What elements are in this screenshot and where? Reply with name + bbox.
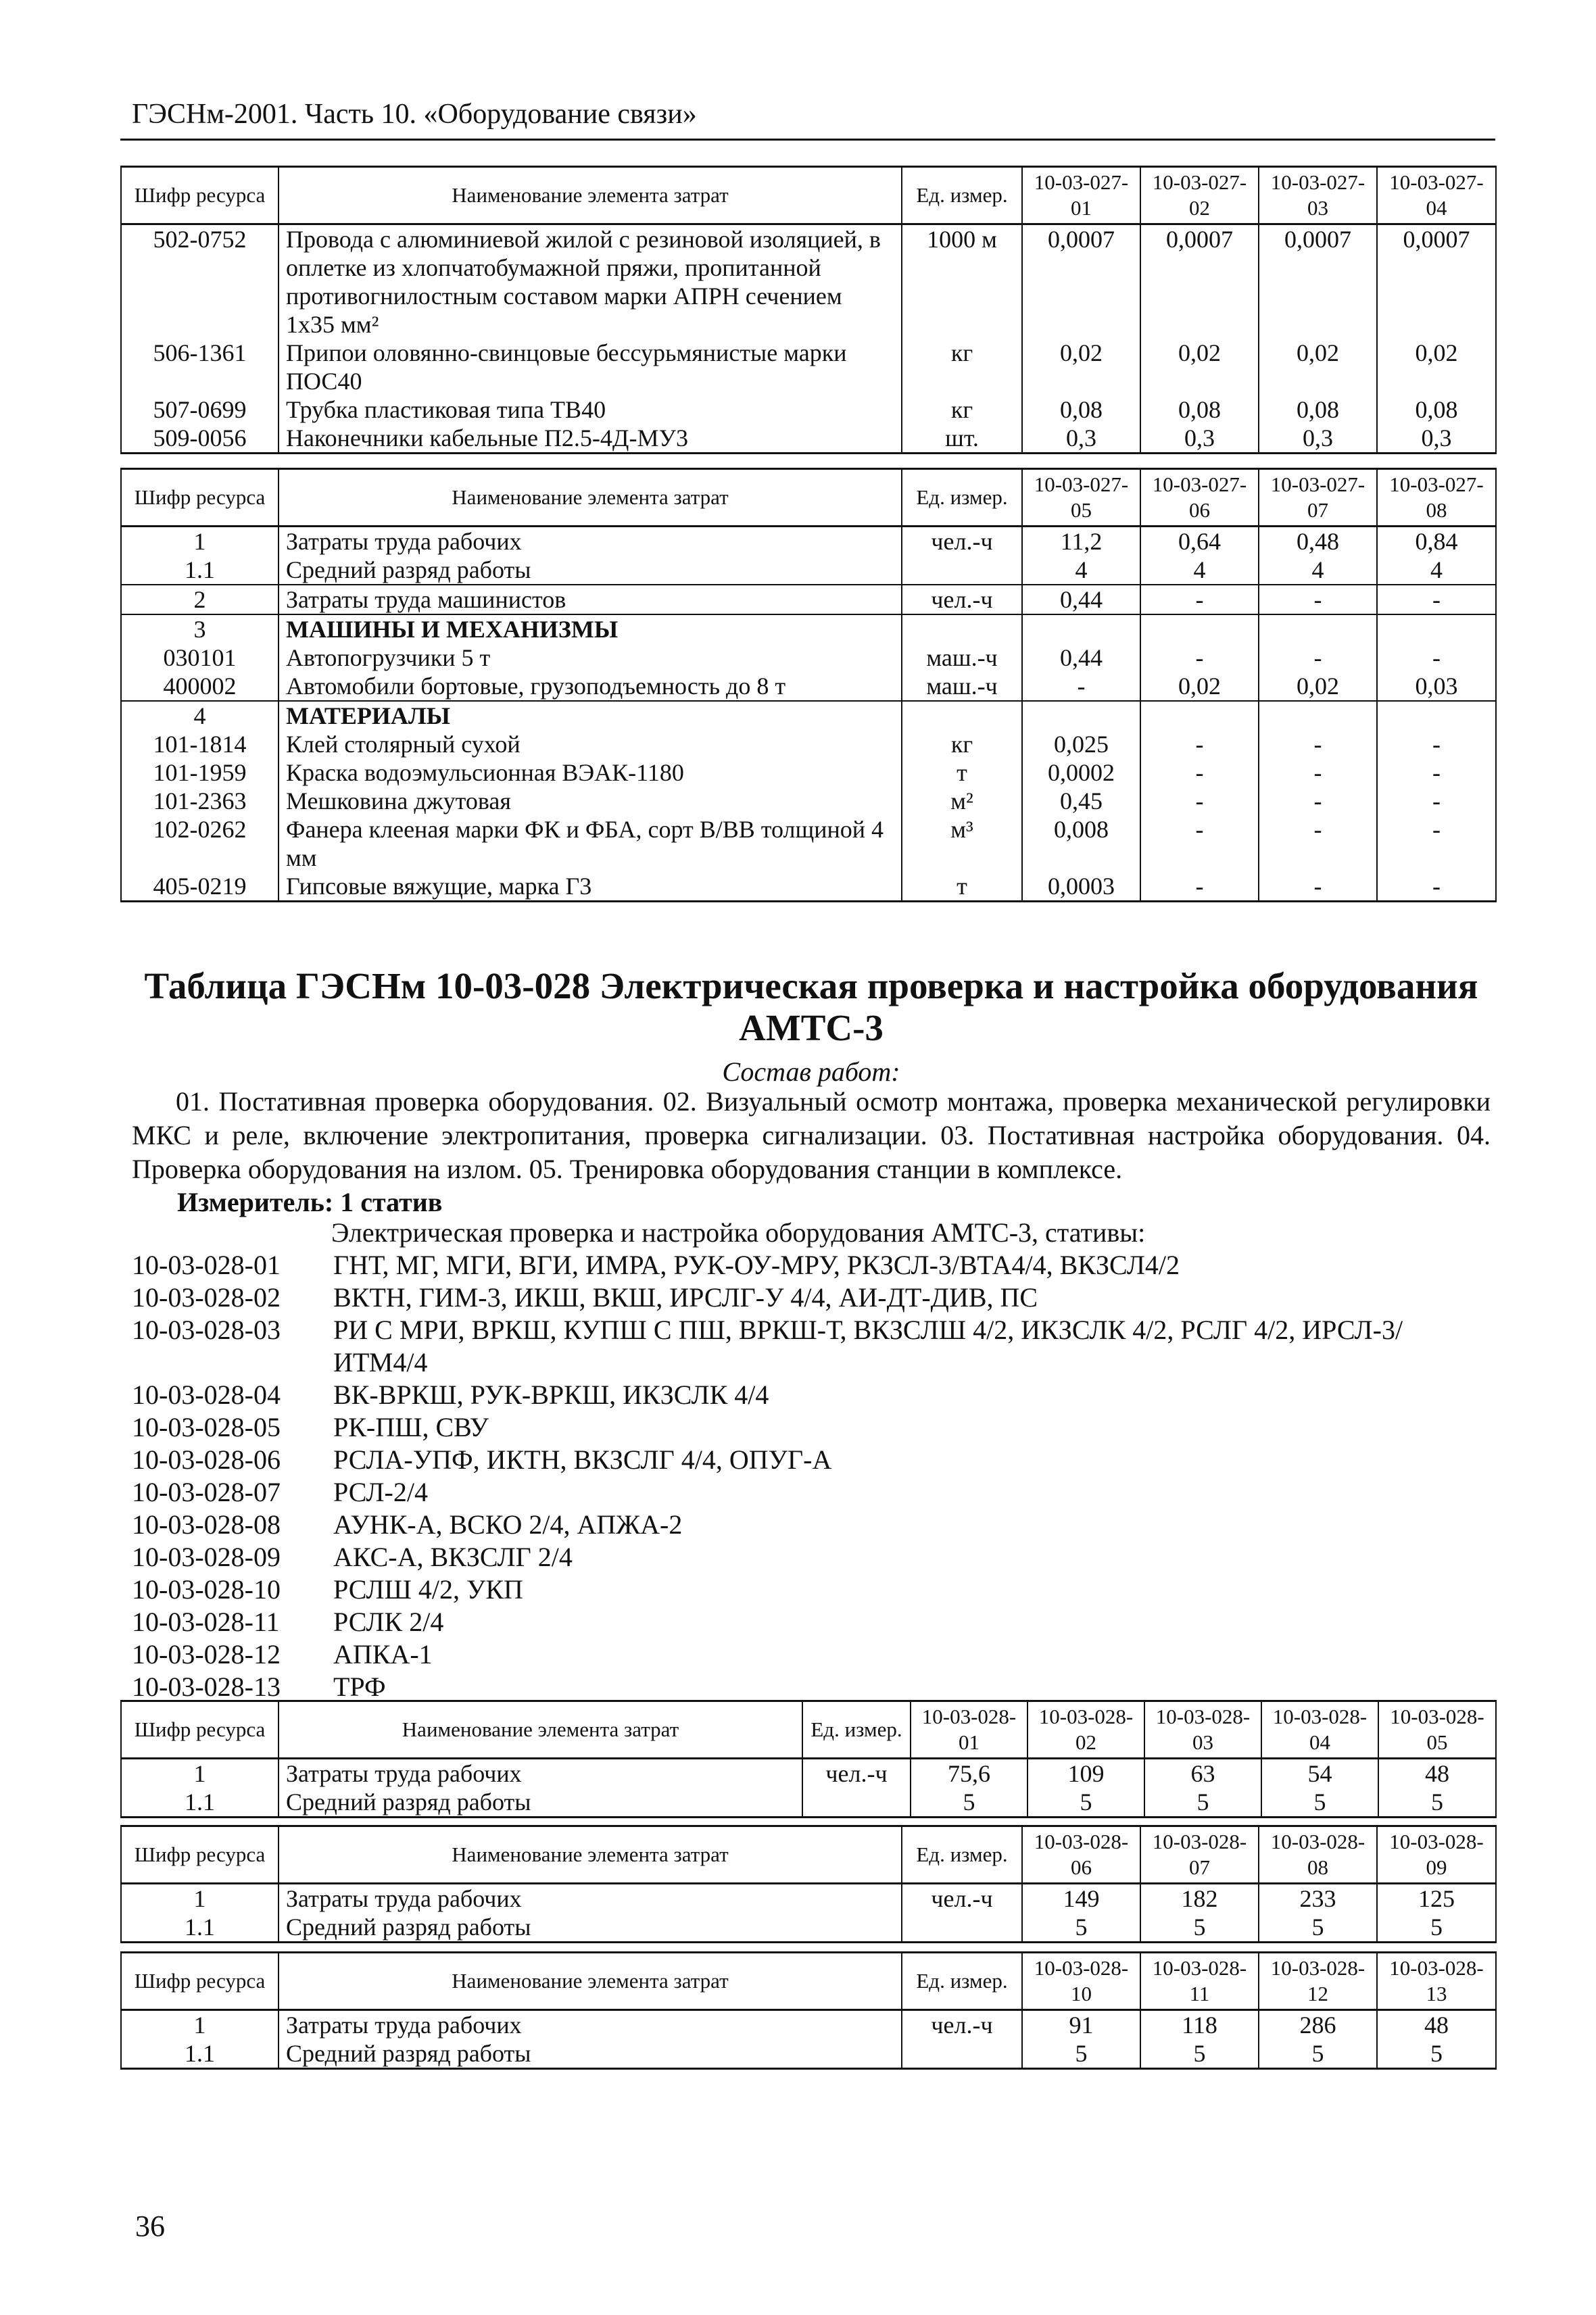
header-norm: 10-03-028-07 xyxy=(1140,1826,1259,1884)
table-header-row xyxy=(121,1953,1496,2010)
unit-of-measure: т xyxy=(902,758,1022,787)
norm-value: - xyxy=(1259,643,1377,672)
norm-value: 0,02 xyxy=(1140,672,1259,701)
table-row xyxy=(121,424,1496,454)
rack-list: РСЛК 2/4 xyxy=(333,1607,444,1637)
rack-list: РСЛШ 4/2, УКП xyxy=(333,1574,523,1605)
header-code: Шифр ресурса xyxy=(121,1826,279,1884)
norm-value: - xyxy=(1377,585,1496,614)
table-row xyxy=(121,614,1496,643)
cost-element-name: Гипсовые вяжущие, марка Г3 xyxy=(279,872,902,902)
unit-of-measure xyxy=(902,1913,1022,1943)
norm-value: - xyxy=(1377,758,1496,787)
table-row xyxy=(121,1884,1496,1914)
resource-code: 1 xyxy=(121,1759,279,1788)
header-unit: Ед. измер. xyxy=(902,167,1022,224)
unit-of-measure: м³ xyxy=(902,815,1022,872)
header-norm: 10-03-028-01 xyxy=(911,1701,1027,1759)
table-row xyxy=(121,815,1496,872)
unit-of-measure: чел.-ч xyxy=(902,585,1022,614)
norm-value: - xyxy=(1259,585,1377,614)
resource-code: 1 xyxy=(121,1884,279,1914)
norm-value xyxy=(1140,614,1259,643)
resource-code: 102-0262 xyxy=(121,815,279,872)
norm-value: 0,3 xyxy=(1259,424,1377,454)
norm-value: 0,44 xyxy=(1022,643,1140,672)
table-row xyxy=(121,1759,1496,1788)
norm-value: 91 xyxy=(1022,2010,1140,2040)
norm-value: 4 xyxy=(1140,556,1259,585)
resource-code: 1.1 xyxy=(121,2039,279,2069)
norm-code: 10-03-028-04 xyxy=(132,1380,281,1410)
table-row xyxy=(121,1788,1496,1818)
norm-value: - xyxy=(1140,758,1259,787)
cost-element-name: Затраты труда рабочих xyxy=(279,527,902,556)
resource-code: 3 xyxy=(121,614,279,643)
resource-table-027-05-08 xyxy=(120,468,1497,902)
cost-element-name: Фанера клееная марки ФК и ФБА, сорт В/ВВ толщиной 4 мм xyxy=(279,815,902,872)
header-unit: Ед. измер. xyxy=(902,1953,1022,2010)
table-row xyxy=(121,395,1496,424)
table-header-row xyxy=(121,1826,1496,1884)
norm-value: - xyxy=(1259,872,1377,902)
header-norm: 10-03-027-03 xyxy=(1259,167,1377,224)
norm-value: 0,03 xyxy=(1377,672,1496,701)
resource-code: 101-2363 xyxy=(121,787,279,815)
norm-value: 233 xyxy=(1259,1884,1377,1914)
header-norm: 10-03-028-13 xyxy=(1377,1953,1496,2010)
norm-value: 286 xyxy=(1259,2010,1377,2040)
cost-element-name: Мешковина джутовая xyxy=(279,787,902,815)
list-item xyxy=(132,1509,1491,1541)
unit-of-measure: кг xyxy=(902,395,1022,424)
header-norm: 10-03-027-01 xyxy=(1022,167,1140,224)
header-norm: 10-03-027-02 xyxy=(1140,167,1259,224)
norm-value: 0,3 xyxy=(1022,424,1140,454)
norm-value: 0,64 xyxy=(1140,527,1259,556)
norm-value: 0,02 xyxy=(1377,339,1496,395)
unit-of-measure xyxy=(802,1788,911,1818)
header-norm: 10-03-027-05 xyxy=(1022,469,1140,527)
resource-table-027-01-04 xyxy=(120,166,1497,454)
norm-value: 5 xyxy=(1022,2039,1140,2069)
norm-value: - xyxy=(1022,672,1140,701)
norm-value: 0,008 xyxy=(1022,815,1140,872)
header-name: Наименование элемента затрат xyxy=(279,1701,802,1759)
rack-list: АУНК-А, ВСКО 2/4, АПЖА-2 xyxy=(333,1509,683,1540)
list-item xyxy=(132,1574,1491,1606)
page-number: 36 xyxy=(135,2210,165,2243)
cost-element-name: Затраты труда рабочих xyxy=(279,1759,802,1788)
norm-value: 125 xyxy=(1377,1884,1496,1914)
cost-element-name: Средний разряд работы xyxy=(279,1788,802,1818)
norm-value xyxy=(1022,701,1140,730)
norm-code-list xyxy=(132,1249,1491,1703)
norm-value: 109 xyxy=(1027,1759,1144,1788)
norm-value: - xyxy=(1377,872,1496,902)
norm-value: 0,025 xyxy=(1022,730,1140,758)
norm-value xyxy=(1377,701,1496,730)
norm-value: 4 xyxy=(1022,556,1140,585)
unit-of-measure: маш.-ч xyxy=(902,643,1022,672)
cost-element-name: Автомобили бортовые, грузоподъемность до 8 т xyxy=(279,672,902,701)
cost-element-name: Затраты труда рабочих xyxy=(279,2010,902,2040)
resource-code: 2 xyxy=(121,585,279,614)
norm-value: - xyxy=(1140,787,1259,815)
rack-list: РСЛА-УПФ, ИКТН, ВКЗСЛГ 4/4, ОПУГ-А xyxy=(333,1444,832,1475)
resource-code: 1 xyxy=(121,2010,279,2040)
norm-value: 5 xyxy=(1144,1788,1261,1818)
norm-value: 0,02 xyxy=(1022,339,1140,395)
norm-value: - xyxy=(1377,787,1496,815)
norm-value: 0,08 xyxy=(1022,395,1140,424)
norm-value: - xyxy=(1377,643,1496,672)
header-norm: 10-03-027-04 xyxy=(1377,167,1496,224)
norm-value: 48 xyxy=(1378,1759,1496,1788)
norm-code: 10-03-028-06 xyxy=(132,1444,281,1475)
resource-code: 506-1361 xyxy=(121,339,279,395)
norm-value: 4 xyxy=(1259,556,1377,585)
norm-value: 0,08 xyxy=(1377,395,1496,424)
table-row xyxy=(121,872,1496,902)
labor-table-028-06-09 xyxy=(120,1825,1497,1943)
list-item xyxy=(132,1476,1491,1509)
norm-value xyxy=(1259,701,1377,730)
resource-code: 509-0056 xyxy=(121,424,279,454)
norm-value: 0,0002 xyxy=(1022,758,1140,787)
header-unit: Ед. измер. xyxy=(902,469,1022,527)
unit-of-measure: т xyxy=(902,872,1022,902)
table-row xyxy=(121,527,1496,556)
header-norm: 10-03-028-04 xyxy=(1261,1701,1378,1759)
norm-value: 0,45 xyxy=(1022,787,1140,815)
unit-of-measure xyxy=(902,556,1022,585)
unit-of-measure: чел.-ч xyxy=(802,1759,911,1788)
resource-code: 4 xyxy=(121,701,279,730)
header-norm: 10-03-027-07 xyxy=(1259,469,1377,527)
norm-value: 5 xyxy=(1259,1913,1377,1943)
table-row xyxy=(121,672,1496,701)
resource-code: 405-0219 xyxy=(121,872,279,902)
resource-code: 1.1 xyxy=(121,1913,279,1943)
norm-value: - xyxy=(1140,815,1259,872)
norm-code: 10-03-028-13 xyxy=(132,1672,281,1702)
norm-value: 48 xyxy=(1377,2010,1496,2040)
resource-code: 1.1 xyxy=(121,1788,279,1818)
norm-value: - xyxy=(1140,730,1259,758)
header-code: Шифр ресурса xyxy=(121,1953,279,2010)
table-header-row xyxy=(121,469,1496,527)
norm-value: - xyxy=(1259,815,1377,872)
cost-element-name: Краска водоэмульсионная ВЭАК-1180 xyxy=(279,758,902,787)
cost-element-name: Затраты труда машинистов xyxy=(279,585,902,614)
list-item xyxy=(132,1379,1491,1411)
resource-code: 400002 xyxy=(121,672,279,701)
table-row xyxy=(121,643,1496,672)
list-item xyxy=(132,1282,1491,1314)
header-code: Шифр ресурса xyxy=(121,1701,279,1759)
header-name: Наименование элемента затрат xyxy=(279,469,902,527)
resource-code: 502-0752 xyxy=(121,224,279,339)
cost-element-name: Автопогрузчики 5 т xyxy=(279,643,902,672)
rack-list: РИ С МРИ, ВРКШ, КУПШ С ПШ, ВРКШ-Т, ВКЗСЛШ 4/2, ИКЗСЛК 4/2, РСЛГ 4/2, ИРСЛ-3/ИТМ4/4 xyxy=(333,1315,1403,1378)
norm-value: 118 xyxy=(1140,2010,1259,2040)
resource-code: 101-1959 xyxy=(121,758,279,787)
header-norm: 10-03-028-11 xyxy=(1140,1953,1259,2010)
norm-value: - xyxy=(1140,585,1259,614)
unit-of-measure xyxy=(902,701,1022,730)
list-item xyxy=(132,1638,1491,1671)
norm-value: - xyxy=(1377,815,1496,872)
resource-code: 030101 xyxy=(121,643,279,672)
rack-list: ТРФ xyxy=(333,1672,386,1702)
header-code: Шифр ресурса xyxy=(121,469,279,527)
header-norm: 10-03-028-08 xyxy=(1259,1826,1377,1884)
cost-element-name: Наконечники кабельные П2.5-4Д-МУ3 xyxy=(279,424,902,454)
norm-value: 63 xyxy=(1144,1759,1261,1788)
norm-code: 10-03-028-12 xyxy=(132,1639,281,1670)
norm-value: 5 xyxy=(911,1788,1027,1818)
norm-code: 10-03-028-02 xyxy=(132,1282,281,1313)
resource-code: 101-1814 xyxy=(121,730,279,758)
list-item xyxy=(132,1541,1491,1574)
table-row xyxy=(121,2010,1496,2040)
header-norm: 10-03-028-10 xyxy=(1022,1953,1140,2010)
unit-of-measure xyxy=(902,614,1022,643)
norm-value: 149 xyxy=(1022,1884,1140,1914)
norm-code: 10-03-028-03 xyxy=(132,1315,281,1345)
cost-element-name: Клей столярный сухой xyxy=(279,730,902,758)
list-item xyxy=(132,1314,1491,1379)
table-row xyxy=(121,701,1496,730)
norm-value: 0,0003 xyxy=(1022,872,1140,902)
section-title: Таблица ГЭСНм 10-03-028 Электрическая проверка и настройка оборудования АМТС-3 xyxy=(144,965,1478,1048)
composition-text: 01. Постативная проверка оборудования. 02. Визуальный осмотр монтажа, проверка механической регулировки МКС и реле, включение электропитания, проверка сигнализации. 03. Постативная настройка оборудования. 04. Проверка оборудования на излом. 05. Тренировка оборудования станции в комплексе. xyxy=(132,1086,1491,1184)
table-row xyxy=(121,1913,1496,1943)
table-row xyxy=(121,730,1496,758)
table-row xyxy=(121,556,1496,585)
header-name: Наименование элемента затрат xyxy=(279,1953,902,2010)
list-item xyxy=(132,1606,1491,1638)
unit-of-measure: м² xyxy=(902,787,1022,815)
list-item xyxy=(132,1249,1491,1282)
norm-value: - xyxy=(1259,758,1377,787)
norm-value: 5 xyxy=(1377,2039,1496,2069)
table-header-row xyxy=(121,1701,1496,1759)
norm-value: 5 xyxy=(1259,2039,1377,2069)
norm-code: 10-03-028-08 xyxy=(132,1509,281,1540)
rack-list: ВК-ВРКШ, РУК-ВРКШ, ИКЗСЛК 4/4 xyxy=(333,1380,769,1410)
norm-value: 5 xyxy=(1022,1913,1140,1943)
list-item xyxy=(132,1411,1491,1444)
header-name: Наименование элемента затрат xyxy=(279,167,902,224)
rack-list: РСЛ-2/4 xyxy=(333,1477,428,1507)
labor-table-028-01-05 xyxy=(120,1700,1497,1818)
norm-value: 182 xyxy=(1140,1884,1259,1914)
items-intro: Электрическая проверка и настройка оборудования АМТС-3, стативы: xyxy=(331,1217,1146,1248)
norm-value: - xyxy=(1377,730,1496,758)
header-norm: 10-03-028-05 xyxy=(1378,1701,1496,1759)
rack-list: ГНТ, МГ, МГИ, ВГИ, ИМРА, РУК-ОУ-МРУ, РКЗСЛ-3/ВТА4/4, ВКЗСЛ4/2 xyxy=(333,1250,1180,1280)
norm-value xyxy=(1259,614,1377,643)
header-norm: 10-03-028-06 xyxy=(1022,1826,1140,1884)
norm-value: 5 xyxy=(1377,1913,1496,1943)
header-norm: 10-03-028-09 xyxy=(1377,1826,1496,1884)
norm-value: 0,44 xyxy=(1022,585,1140,614)
unit-of-measure: чел.-ч xyxy=(902,527,1022,556)
cost-element-name: МАТЕРИАЛЫ xyxy=(279,701,902,730)
table-header-row xyxy=(121,167,1496,224)
meter-label: Измеритель: 1 статив xyxy=(177,1187,443,1217)
norm-code: 10-03-028-10 xyxy=(132,1574,281,1605)
labor-table-028-10-13 xyxy=(120,1951,1497,2070)
norm-value: 0,0007 xyxy=(1259,224,1377,339)
norm-value: 5 xyxy=(1027,1788,1144,1818)
header-norm: 10-03-027-06 xyxy=(1140,469,1259,527)
table-row xyxy=(121,224,1496,339)
norm-code: 10-03-028-09 xyxy=(132,1542,281,1572)
cost-element-name: Затраты труда рабочих xyxy=(279,1884,902,1914)
header-unit: Ед. измер. xyxy=(802,1701,911,1759)
header-unit: Ед. измер. xyxy=(902,1826,1022,1884)
list-item xyxy=(132,1671,1491,1703)
norm-value: 0,0007 xyxy=(1022,224,1140,339)
norm-value: 5 xyxy=(1140,2039,1259,2069)
cost-element-name: Средний разряд работы xyxy=(279,1913,902,1943)
norm-value: - xyxy=(1140,643,1259,672)
unit-of-measure: кг xyxy=(902,730,1022,758)
unit-of-measure: кг xyxy=(902,339,1022,395)
table-row xyxy=(121,2039,1496,2069)
norm-value xyxy=(1022,614,1140,643)
unit-of-measure: маш.-ч xyxy=(902,672,1022,701)
norm-code: 10-03-028-05 xyxy=(132,1412,281,1442)
norm-code: 10-03-028-11 xyxy=(132,1607,280,1637)
norm-code: 10-03-028-07 xyxy=(132,1477,281,1507)
header-code: Шифр ресурса xyxy=(121,167,279,224)
table-row xyxy=(121,787,1496,815)
list-item xyxy=(132,1444,1491,1476)
norm-value: 0,0007 xyxy=(1140,224,1259,339)
unit-of-measure: 1000 м xyxy=(902,224,1022,339)
cost-element-name: Средний разряд работы xyxy=(279,556,902,585)
norm-value: 5 xyxy=(1140,1913,1259,1943)
norm-value: 0,02 xyxy=(1259,672,1377,701)
table-row xyxy=(121,585,1496,614)
header-norm: 10-03-028-02 xyxy=(1027,1701,1144,1759)
norm-value: 0,3 xyxy=(1140,424,1259,454)
rack-list: РК-ПШ, СВУ xyxy=(333,1412,489,1442)
norm-value: 0,08 xyxy=(1140,395,1259,424)
norm-value: 5 xyxy=(1261,1788,1378,1818)
norm-value: 0,02 xyxy=(1259,339,1377,395)
norm-value: - xyxy=(1140,872,1259,902)
cost-element-name: Припои оловянно-свинцовые бессурьмянистые марки ПОС40 xyxy=(279,339,902,395)
norm-value: 75,6 xyxy=(911,1759,1027,1788)
unit-of-measure xyxy=(902,2039,1022,2069)
cost-element-name: Провода с алюминиевой жилой с резиновой изоляцией, в оплетке из хлопчатобумажной пряжи, пропитанной противогнилостным составом марки АПРН сечением 1х35 мм² xyxy=(279,224,902,339)
norm-value: 0,3 xyxy=(1377,424,1496,454)
norm-value: 11,2 xyxy=(1022,527,1140,556)
header-norm: 10-03-028-03 xyxy=(1144,1701,1261,1759)
rack-list: АПКА-1 xyxy=(333,1639,433,1670)
norm-value: 0,08 xyxy=(1259,395,1377,424)
page-header: ГЭСНм-2001. Часть 10. «Оборудование связи» xyxy=(132,99,697,130)
header-norm: 10-03-027-08 xyxy=(1377,469,1496,527)
norm-value: 0,02 xyxy=(1140,339,1259,395)
norm-code: 10-03-028-01 xyxy=(132,1250,281,1280)
norm-value: 0,0007 xyxy=(1377,224,1496,339)
unit-of-measure: шт. xyxy=(902,424,1022,454)
header-name: Наименование элемента затрат xyxy=(279,1826,902,1884)
table-row xyxy=(121,758,1496,787)
norm-value: 4 xyxy=(1377,556,1496,585)
table-row xyxy=(121,339,1496,395)
resource-code: 1 xyxy=(121,527,279,556)
norm-value: 0,48 xyxy=(1259,527,1377,556)
resource-code: 507-0699 xyxy=(121,395,279,424)
norm-value: 54 xyxy=(1261,1759,1378,1788)
norm-value xyxy=(1140,701,1259,730)
cost-element-name: МАШИНЫ И МЕХАНИЗМЫ xyxy=(279,614,902,643)
unit-of-measure: чел.-ч xyxy=(902,1884,1022,1914)
norm-value: 0,84 xyxy=(1377,527,1496,556)
header-rule xyxy=(120,139,1495,141)
composition-label: Состав работ: xyxy=(722,1056,900,1087)
cost-element-name: Средний разряд работы xyxy=(279,2039,902,2069)
norm-value: - xyxy=(1259,787,1377,815)
cost-element-name: Трубка пластиковая типа ТВ40 xyxy=(279,395,902,424)
resource-code: 1.1 xyxy=(121,556,279,585)
norm-value: - xyxy=(1259,730,1377,758)
header-norm: 10-03-028-12 xyxy=(1259,1953,1377,2010)
rack-list: ВКТН, ГИМ-3, ИКШ, ВКШ, ИРСЛГ-У 4/4, АИ-ДТ-ДИВ, ПС xyxy=(333,1282,1038,1313)
unit-of-measure: чел.-ч xyxy=(902,2010,1022,2040)
rack-list: АКС-А, ВКЗСЛГ 2/4 xyxy=(333,1542,573,1572)
norm-value: 5 xyxy=(1378,1788,1496,1818)
norm-value xyxy=(1377,614,1496,643)
